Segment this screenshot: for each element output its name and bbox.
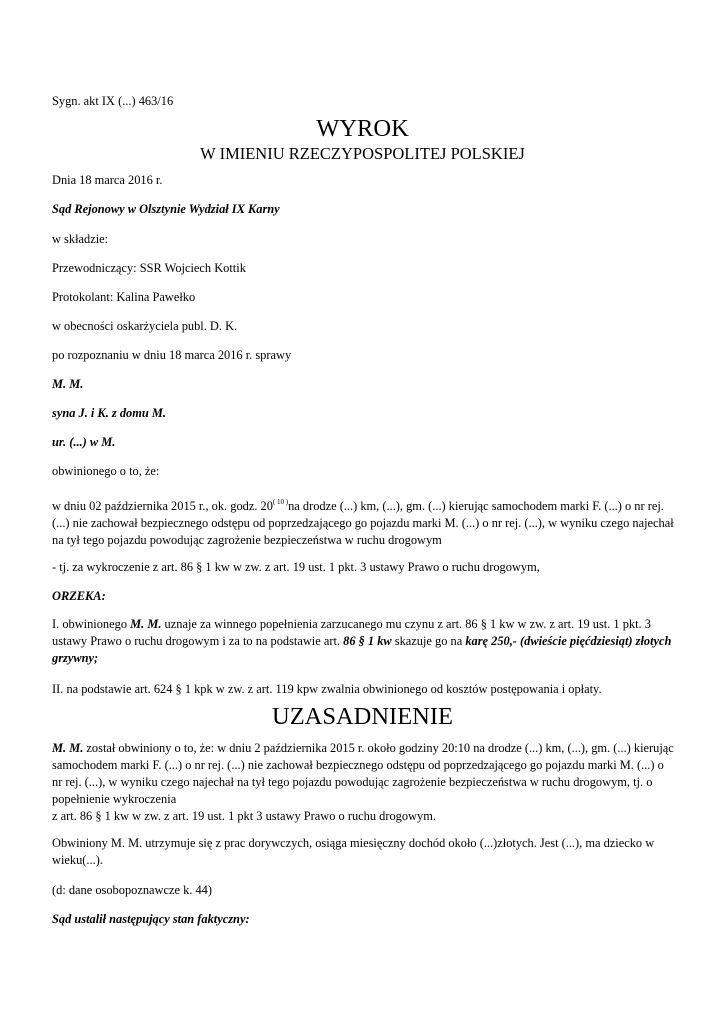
court-name: Sąd Rejonowy w Olsztynie Wydział IX Karny [52,202,280,216]
document-subtitle: W IMIENIU RZECZYPOSPOLITEJ POLSKIEJ [200,144,525,163]
defendant-birth: ur. (...) w M. [52,435,116,449]
charge-time-superscript: ( 10 ) [272,498,289,506]
justification-title: UZASADNIENIE [272,703,453,730]
ruling-label: ORZEKA: [52,589,106,603]
justification-1-legal-basis: z art. 86 § 1 kw w zw. z art. 19 ust. 1 pkt 3 ustawy Prawo o ruchu drogowym. [52,809,436,823]
ruling-1-text-a: I. obwinionego [52,617,131,631]
recorder: Protokolant: Kalina Pawełko [52,290,196,304]
justification-defendant: M. M. [52,741,84,755]
chair-judge: Przewodniczący: SSR Wojciech Kottik [52,261,246,275]
charge-text-start: w dniu 02 października 2015 r., ok. godz. 20 [52,499,273,513]
composition-label: w składzie: [52,232,109,246]
ruling-item-2: II. na podstawie art. 624 § 1 kpk w zw. z art. 119 kpw zwalnia obwinionego od kosztów postępowania i opłaty. [52,682,602,696]
ruling-1-text-c: skazuje go na [391,634,466,648]
prosecutor: w obecności oskarżyciela publ. D. K. [52,319,238,333]
ruling-1-defendant: M. M. [130,617,162,631]
charge-paragraph [52,494,677,549]
defendant-parents: syna J. i K. z domu M. [52,406,166,420]
facts-label: Sąd ustalił następujący stan faktyczny: [52,912,250,926]
justification-1-text: został obwiniony o to, że: w dniu 2 października 2015 r. około godziny 20:10 na drodze (...) km, (...), gm. (...) kierując samochodem marki F. (...) o nr rej. (...) nie zachował bezpiecznego odstępu od poprzedzającego go pojazdu marki M. (...) o nr rej. (...), w wyniku czego najechał na tył tego pojazdu powodując zagrożenie bezpieczeństwa w ruchu drogowym, tj. o popełnienie wykroczenia [52,741,674,806]
justification-paragraph-1 [52,740,677,825]
document-title: WYROK [316,115,409,142]
justification-paragraph-2: Obwiniony M. M. utrzymuje się z prac dorywczych, osiąga miesięczny dochód około (...)złotych. Jest (...), ma dziecko w wieku(...). [52,836,655,867]
ruling-item-1 [52,616,677,667]
justification-reference: (d: dane osobopoznawcze k. 44) [52,883,212,897]
ruling-1-text-b: uznaje za winnego popełnienia zarzucanego mu czynu z art. 86 § 1 kw w zw. z art. 19 ust. 1 pkt. 3 ustawy Prawo o ruchu drogowym i za to na podstawie art. [52,617,651,648]
case-number: Sygn. akt IX (...) 463/16 [52,94,174,108]
defendant-name: M. M. [52,377,84,391]
ruling-1-article: 86 § 1 kw [343,634,392,648]
hearing-info: po rozpoznaniu w dniu 18 marca 2016 r. sprawy [52,348,292,362]
accused-label: obwinionego o to, że: [52,464,160,478]
judgment-date: Dnia 18 marca 2016 r. [52,173,163,187]
ruling-1-penalty: karę 250,- (dwieście pięćdziesiąt) złotych grzywny; [52,634,672,665]
charge-text-end: na drodze (...) km, (...), gm. (...) kierując samochodem marki F. (...) o nr rej. (...) nie zachował bezpiecznego odstępu od poprzedzającego go pojazdu marki M. (...) o nr rej. (...), w wyniku czego najechał na tył tego pojazdu powodując zagrożenie bezpieczeństwa w ruchu drogowym [52,499,674,547]
offence-qualification: - tj. za wykroczenie z art. 86 § 1 kw w zw. z art. 19 ust. 1 pkt. 3 ustawy Prawo o ruchu drogowym, [52,560,540,574]
